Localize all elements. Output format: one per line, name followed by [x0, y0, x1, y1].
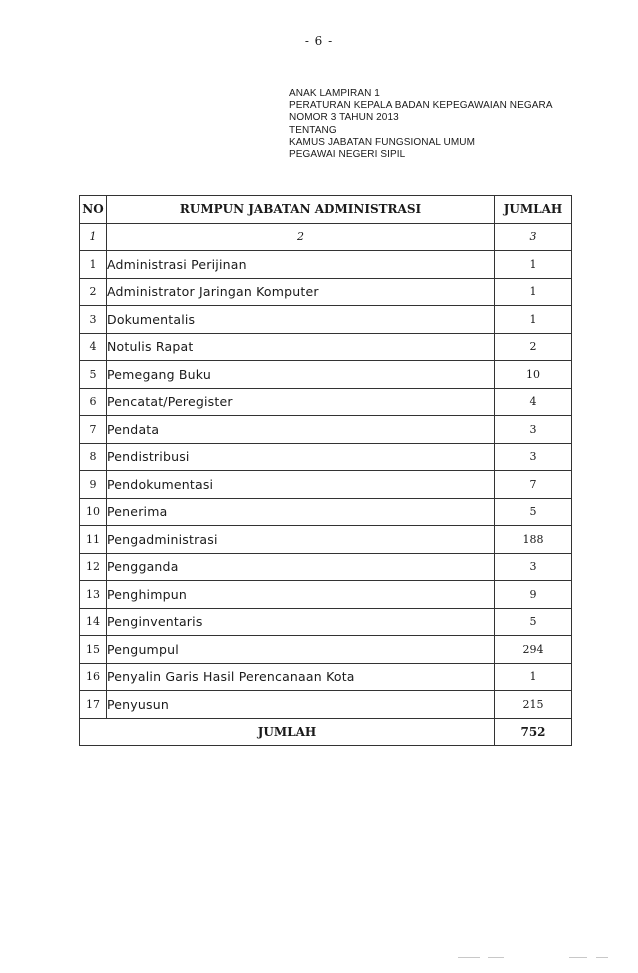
- row-name: Penginventaris: [107, 608, 495, 636]
- table-row: [80, 416, 572, 444]
- table-row: [80, 306, 572, 334]
- header-no: NO: [80, 196, 107, 224]
- row-no: 16: [80, 663, 107, 691]
- header-line-attachment: ANAK LAMPIRAN 1: [289, 88, 380, 99]
- table-row: [80, 333, 572, 361]
- row-name: Dokumentalis: [107, 306, 495, 334]
- row-count: 7: [495, 471, 572, 499]
- total-row: [80, 718, 572, 746]
- row-name: Pendistribusi: [107, 443, 495, 471]
- row-name: Pencatat/Peregister: [107, 388, 495, 416]
- row-no: 12: [80, 553, 107, 581]
- row-name: Penerima: [107, 498, 495, 526]
- row-name: Notulis Rapat: [107, 333, 495, 361]
- row-count: 215: [495, 691, 572, 719]
- index-name: 2: [107, 223, 495, 251]
- table-row: [80, 526, 572, 554]
- row-no: 2: [80, 278, 107, 306]
- row-no: 14: [80, 608, 107, 636]
- row-name: Pengadministrasi: [107, 526, 495, 554]
- row-name: Pendokumentasi: [107, 471, 495, 499]
- row-no: 4: [80, 333, 107, 361]
- row-count: 4: [495, 388, 572, 416]
- row-no: 15: [80, 636, 107, 664]
- header-line-about: TENTANG: [289, 124, 337, 136]
- row-no: 13: [80, 581, 107, 609]
- table-row: [80, 388, 572, 416]
- table-row: [80, 608, 572, 636]
- row-count: 1: [495, 278, 572, 306]
- table-header-row: [80, 196, 572, 224]
- header-line-regulation: PERATURAN KEPALA BADAN KEPEGAWAIAN NEGARA: [289, 100, 553, 112]
- row-no: 6: [80, 388, 107, 416]
- row-name: Penyalin Garis Hasil Perencanaan Kota: [107, 663, 495, 691]
- row-no: 5: [80, 361, 107, 389]
- page-number: - 6 -: [304, 34, 334, 48]
- table-row: [80, 471, 572, 499]
- table-row: [80, 498, 572, 526]
- row-count: 1: [495, 663, 572, 691]
- row-count: 3: [495, 416, 572, 444]
- scan-mark: [569, 957, 587, 958]
- table-row: [80, 663, 572, 691]
- index-count: 3: [495, 223, 572, 251]
- row-count: 2: [495, 333, 572, 361]
- total-label: JUMLAH: [80, 718, 495, 746]
- row-name: Penyusun: [107, 691, 495, 719]
- header-line-number: NOMOR 3 TAHUN 2013: [289, 112, 399, 124]
- table-row: [80, 553, 572, 581]
- table-row: [80, 361, 572, 389]
- row-count: 188: [495, 526, 572, 554]
- row-no: 17: [80, 691, 107, 719]
- row-count: 5: [495, 498, 572, 526]
- header-count: JUMLAH: [495, 196, 572, 224]
- index-no: 1: [80, 223, 107, 251]
- column-index-row: [80, 223, 572, 251]
- position-table: [79, 195, 572, 746]
- table-row: [80, 691, 572, 719]
- row-no: 1: [80, 251, 107, 279]
- row-no: 10: [80, 498, 107, 526]
- row-name: Pendata: [107, 416, 495, 444]
- row-name: Administrasi Perijinan: [107, 251, 495, 279]
- table-row: [80, 251, 572, 279]
- row-count: 1: [495, 251, 572, 279]
- row-no: 11: [80, 526, 107, 554]
- document-header: [289, 88, 553, 161]
- row-name: Penghimpun: [107, 581, 495, 609]
- row-count: 294: [495, 636, 572, 664]
- row-name: Pengganda: [107, 553, 495, 581]
- row-no: 8: [80, 443, 107, 471]
- table-row: [80, 636, 572, 664]
- row-count: 3: [495, 443, 572, 471]
- table-row: [80, 581, 572, 609]
- table-row: [80, 278, 572, 306]
- row-count: 9: [495, 581, 572, 609]
- header-line-subject-cont: PEGAWAI NEGERI SIPIL: [289, 149, 406, 161]
- row-no: 3: [80, 306, 107, 334]
- row-name: Administrator Jaringan Komputer: [107, 278, 495, 306]
- scan-mark: [458, 957, 480, 958]
- header-line-subject: KAMUS JABATAN FUNGSIONAL UMUM: [289, 136, 476, 148]
- table-row: [80, 443, 572, 471]
- scan-mark: [488, 957, 504, 958]
- scan-mark: [596, 957, 608, 958]
- total-value: 752: [495, 718, 572, 746]
- row-count: 10: [495, 361, 572, 389]
- row-no: 9: [80, 471, 107, 499]
- row-count: 3: [495, 553, 572, 581]
- row-no: 7: [80, 416, 107, 444]
- row-name: Pengumpul: [107, 636, 495, 664]
- row-count: 1: [495, 306, 572, 334]
- row-count: 5: [495, 608, 572, 636]
- header-name: RUMPUN JABATAN ADMINISTRASI: [107, 196, 495, 224]
- row-name: Pemegang Buku: [107, 361, 495, 389]
